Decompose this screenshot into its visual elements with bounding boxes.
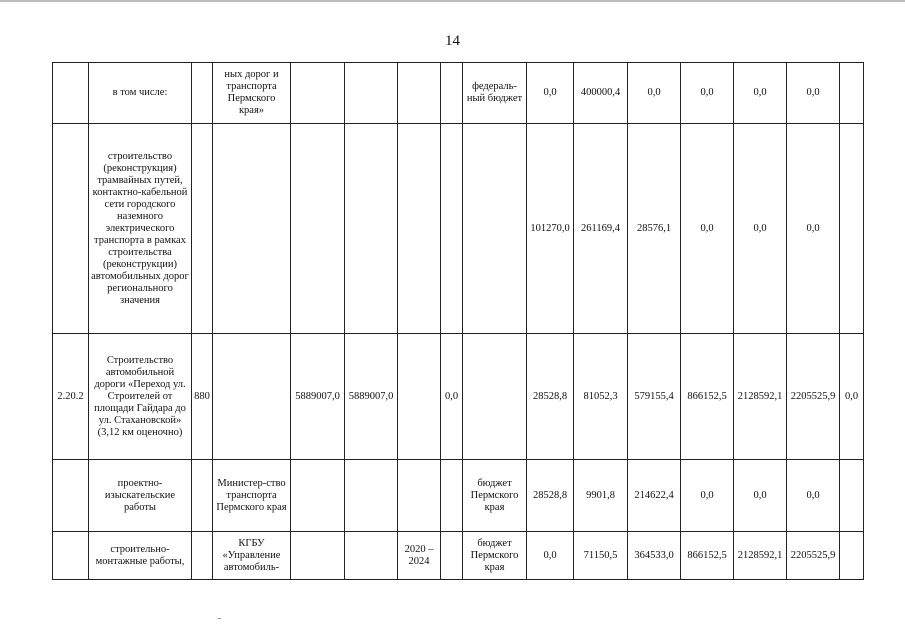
value-cell: 0,0 bbox=[527, 532, 574, 580]
cost-cell bbox=[345, 63, 398, 124]
rest-cell bbox=[441, 532, 463, 580]
table-row bbox=[53, 63, 864, 124]
period-cell bbox=[398, 63, 441, 124]
value-cell: 81052,3 bbox=[574, 334, 628, 460]
value-cell: 400000,4 bbox=[574, 63, 628, 124]
rate-cell bbox=[192, 124, 213, 334]
value-cell: 214622,4 bbox=[628, 460, 681, 532]
cost-cell bbox=[291, 63, 345, 124]
rest-cell bbox=[441, 460, 463, 532]
table-row bbox=[53, 334, 864, 460]
last-cell bbox=[840, 532, 864, 580]
value-cell: 28528,8 bbox=[527, 460, 574, 532]
cost-cell bbox=[291, 460, 345, 532]
source-cell: бюджет Пермского края bbox=[463, 532, 527, 580]
code-cell bbox=[53, 63, 89, 124]
value-cell: 866152,5 bbox=[681, 532, 734, 580]
source-cell: федераль-ный бюджет bbox=[463, 63, 527, 124]
value-cell: 101270,0 bbox=[527, 124, 574, 334]
period-cell bbox=[398, 334, 441, 460]
period-cell bbox=[398, 124, 441, 334]
table-row bbox=[53, 124, 864, 334]
value-cell: 0,0 bbox=[787, 124, 840, 334]
table-row bbox=[53, 532, 864, 580]
code-cell: 2.20.2 bbox=[53, 334, 89, 460]
last-cell: 0,0 bbox=[840, 334, 864, 460]
last-cell bbox=[840, 460, 864, 532]
scan-speck bbox=[218, 618, 221, 619]
rate-cell: 880 bbox=[192, 334, 213, 460]
table-row bbox=[53, 460, 864, 532]
name-cell: в том числе: bbox=[89, 63, 192, 124]
name-cell: строительство (реконструкция) трамвайных путей, контактно-кабельной сети городского наземного электрического транспорта в рамках строительства (реконструкции) автомобильных дорог регионального значения bbox=[89, 124, 192, 334]
value-cell: 0,0 bbox=[681, 460, 734, 532]
value-cell: 364533,0 bbox=[628, 532, 681, 580]
rate-cell bbox=[192, 532, 213, 580]
value-cell: 866152,5 bbox=[681, 334, 734, 460]
program-table bbox=[52, 62, 864, 580]
code-cell bbox=[53, 532, 89, 580]
name-cell: строительно-монтажные работы, bbox=[89, 532, 192, 580]
value-cell: 0,0 bbox=[734, 460, 787, 532]
code-cell bbox=[53, 460, 89, 532]
value-cell: 28528,8 bbox=[527, 334, 574, 460]
rest-cell bbox=[441, 63, 463, 124]
executor-cell bbox=[213, 124, 291, 334]
cost-cell bbox=[345, 124, 398, 334]
period-cell bbox=[398, 460, 441, 532]
value-cell: 0,0 bbox=[787, 63, 840, 124]
value-cell: 0,0 bbox=[681, 124, 734, 334]
value-cell: 0,0 bbox=[628, 63, 681, 124]
executor-cell: ных дорог и транспорта Пермского края» bbox=[213, 63, 291, 124]
value-cell: 0,0 bbox=[681, 63, 734, 124]
value-cell: 2205525,9 bbox=[787, 334, 840, 460]
value-cell: 9901,8 bbox=[574, 460, 628, 532]
cost-cell bbox=[345, 532, 398, 580]
cost-cell: 5889007,0 bbox=[291, 334, 345, 460]
name-cell: проектно-изыскательские работы bbox=[89, 460, 192, 532]
rate-cell bbox=[192, 460, 213, 532]
value-cell: 71150,5 bbox=[574, 532, 628, 580]
last-cell bbox=[840, 63, 864, 124]
value-cell: 2205525,9 bbox=[787, 532, 840, 580]
value-cell: 261169,4 bbox=[574, 124, 628, 334]
value-cell: 2128592,1 bbox=[734, 532, 787, 580]
value-cell: 28576,1 bbox=[628, 124, 681, 334]
code-cell bbox=[53, 124, 89, 334]
executor-cell bbox=[213, 334, 291, 460]
value-cell: 0,0 bbox=[734, 63, 787, 124]
period-cell: 2020 – 2024 bbox=[398, 532, 441, 580]
cost-cell bbox=[345, 460, 398, 532]
name-cell: Строительство автомобильной дороги «Переход ул. Строителей от площади Гайдара до ул. Стахановской» (3,12 км оценочно) bbox=[89, 334, 192, 460]
value-cell: 2128592,1 bbox=[734, 334, 787, 460]
value-cell: 0,0 bbox=[527, 63, 574, 124]
executor-cell: Министер-ство транспорта Пермского края bbox=[213, 460, 291, 532]
page-top-border bbox=[0, 0, 905, 2]
rest-cell bbox=[441, 124, 463, 334]
rest-cell: 0,0 bbox=[441, 334, 463, 460]
value-cell: 0,0 bbox=[734, 124, 787, 334]
executor-cell: КГБУ «Управление автомобиль- bbox=[213, 532, 291, 580]
source-cell bbox=[463, 334, 527, 460]
source-cell: бюджет Пермского края bbox=[463, 460, 527, 532]
last-cell bbox=[840, 124, 864, 334]
rate-cell bbox=[192, 63, 213, 124]
source-cell bbox=[463, 124, 527, 334]
value-cell: 0,0 bbox=[787, 460, 840, 532]
cost-cell: 5889007,0 bbox=[345, 334, 398, 460]
value-cell: 579155,4 bbox=[628, 334, 681, 460]
cost-cell bbox=[291, 124, 345, 334]
cost-cell bbox=[291, 532, 345, 580]
page-number: 14 bbox=[445, 33, 460, 49]
